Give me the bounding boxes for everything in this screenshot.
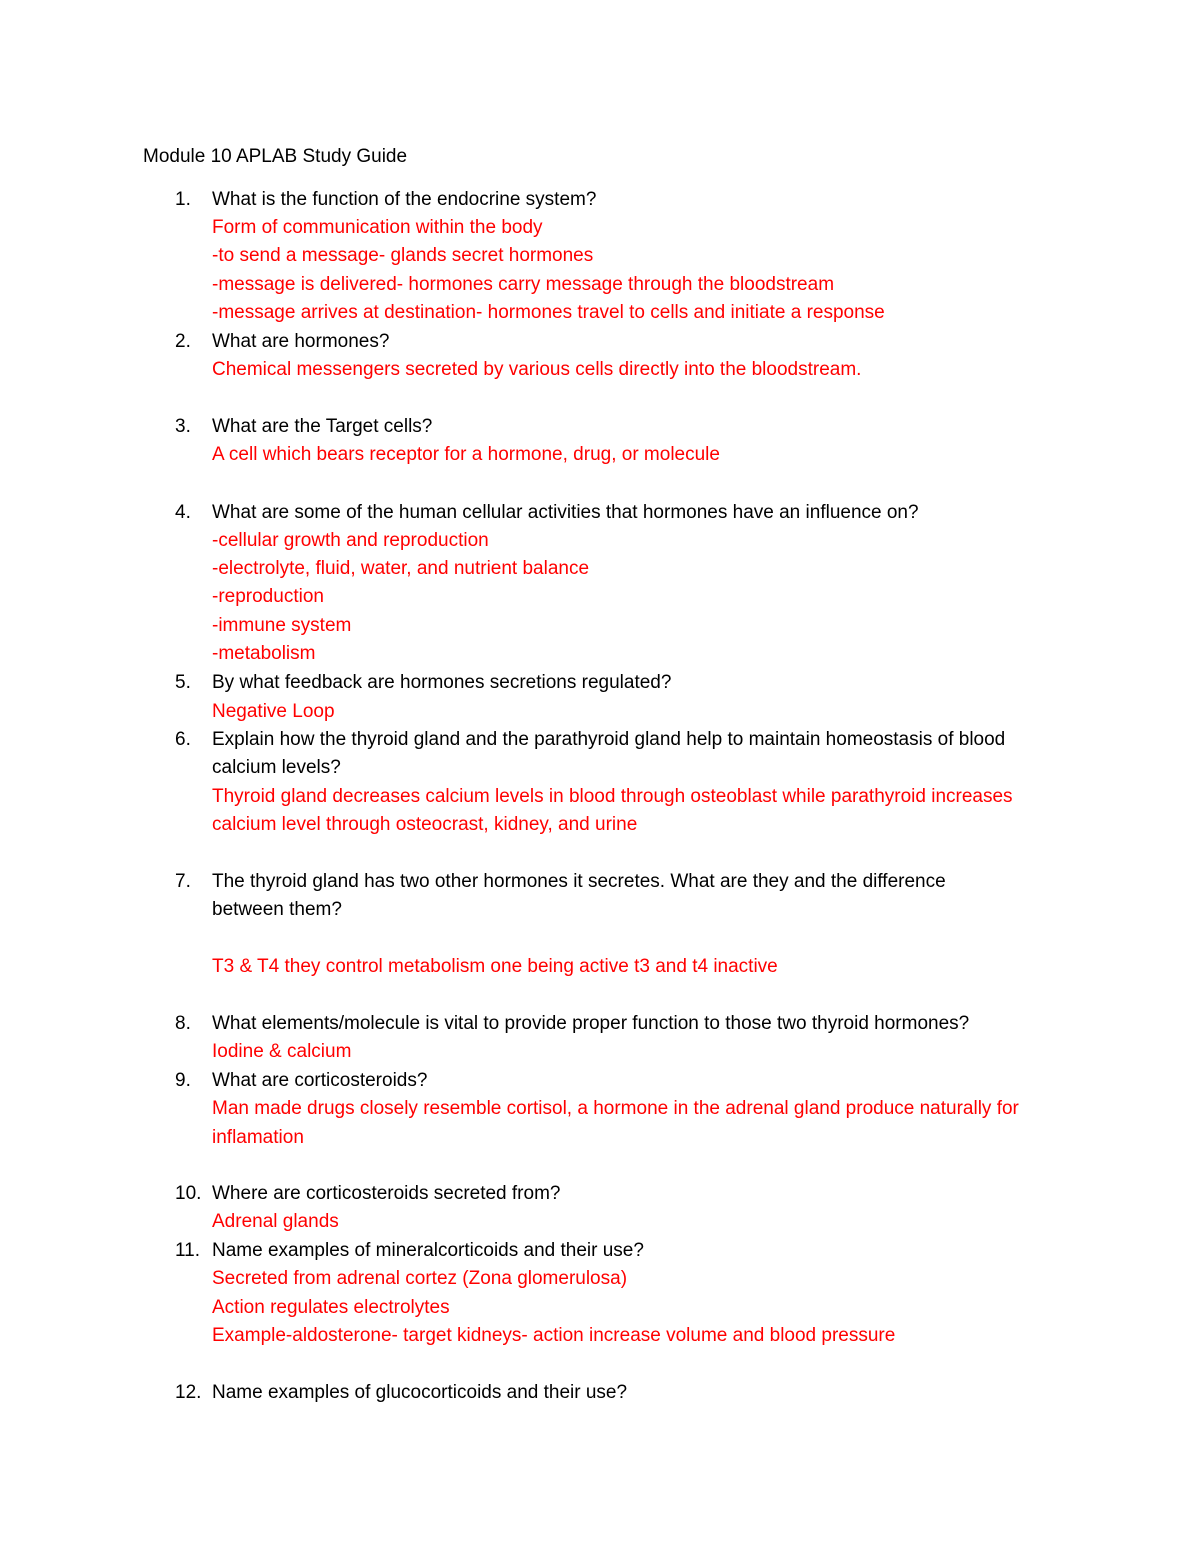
answer-text: Action regulates electrolytes (212, 1297, 450, 1318)
answer-text: calcium level through osteocrast, kidney, and urine (212, 814, 638, 835)
answer-text: A cell which bears receptor for a hormone, drug, or molecule (212, 444, 720, 465)
question-number: 2. (175, 331, 191, 352)
answer-text: Secreted from adrenal cortez (Zona glomerulosa) (212, 1268, 628, 1289)
answer-text: Adrenal glands (212, 1211, 339, 1232)
question-number: 12. (175, 1382, 202, 1403)
question-text: calcium levels? (212, 757, 341, 778)
question-text: What elements/molecule is vital to provide proper function to those two thyroid hormones? (212, 1013, 970, 1034)
answer-text: -cellular growth and reproduction (212, 530, 489, 551)
answer-text: Chemical messengers secreted by various cells directly into the bloodstream. (212, 359, 862, 380)
question-number: 4. (175, 502, 191, 523)
question-text: By what feedback are hormones secretions regulated? (212, 672, 672, 693)
answer-text: -message is delivered- hormones carry message through the bloodstream (212, 274, 835, 295)
question-number: 6. (175, 729, 191, 750)
question-text: What are corticosteroids? (212, 1070, 428, 1091)
answer-text: Example-aldosterone- target kidneys- action increase volume and blood pressure (212, 1325, 896, 1346)
question-text: The thyroid gland has two other hormones it secretes. What are they and the difference (212, 871, 946, 892)
question-text: Name examples of mineralcorticoids and their use? (212, 1240, 644, 1261)
document-title: Module 10 APLAB Study Guide (143, 146, 408, 167)
question-text: What is the function of the endocrine system? (212, 189, 597, 210)
question-number: 5. (175, 672, 191, 693)
question-text: What are some of the human cellular activities that hormones have an influence on? (212, 502, 919, 523)
answer-text: Man made drugs closely resemble cortisol, a hormone in the adrenal gland produce naturally for (212, 1098, 1019, 1119)
answer-text: inflamation (212, 1127, 304, 1148)
answer-text: Thyroid gland decreases calcium levels in blood through osteoblast while parathyroid increases (212, 786, 1013, 807)
answer-text: -message arrives at destination- hormones travel to cells and initiate a response (212, 302, 885, 323)
question-number: 10. (175, 1183, 202, 1204)
answer-text: -immune system (212, 615, 352, 636)
question-text: Name examples of glucocorticoids and their use? (212, 1382, 628, 1403)
question-number: 7. (175, 871, 191, 892)
answer-text: -to send a message- glands secret hormones (212, 245, 594, 266)
question-number: 3. (175, 416, 191, 437)
question-text: Where are corticosteroids secreted from? (212, 1183, 561, 1204)
answer-text: -metabolism (212, 643, 316, 664)
answer-text: Form of communication within the body (212, 217, 543, 238)
answer-text: Negative Loop (212, 701, 335, 722)
question-number: 9. (175, 1070, 191, 1091)
question-text: What are the Target cells? (212, 416, 433, 437)
answer-text: T3 & T4 they control metabolism one being active t3 and t4 inactive (212, 956, 778, 977)
question-text: between them? (212, 899, 342, 920)
question-number: 11. (175, 1240, 201, 1261)
question-text: Explain how the thyroid gland and the parathyroid gland help to maintain homeostasis of blood (212, 729, 1006, 750)
question-number: 1. (175, 189, 191, 210)
answer-text: -electrolyte, fluid, water, and nutrient balance (212, 558, 590, 579)
question-number: 8. (175, 1013, 191, 1034)
answer-text: -reproduction (212, 586, 324, 607)
answer-text: Iodine & calcium (212, 1041, 352, 1062)
question-text: What are hormones? (212, 331, 390, 352)
